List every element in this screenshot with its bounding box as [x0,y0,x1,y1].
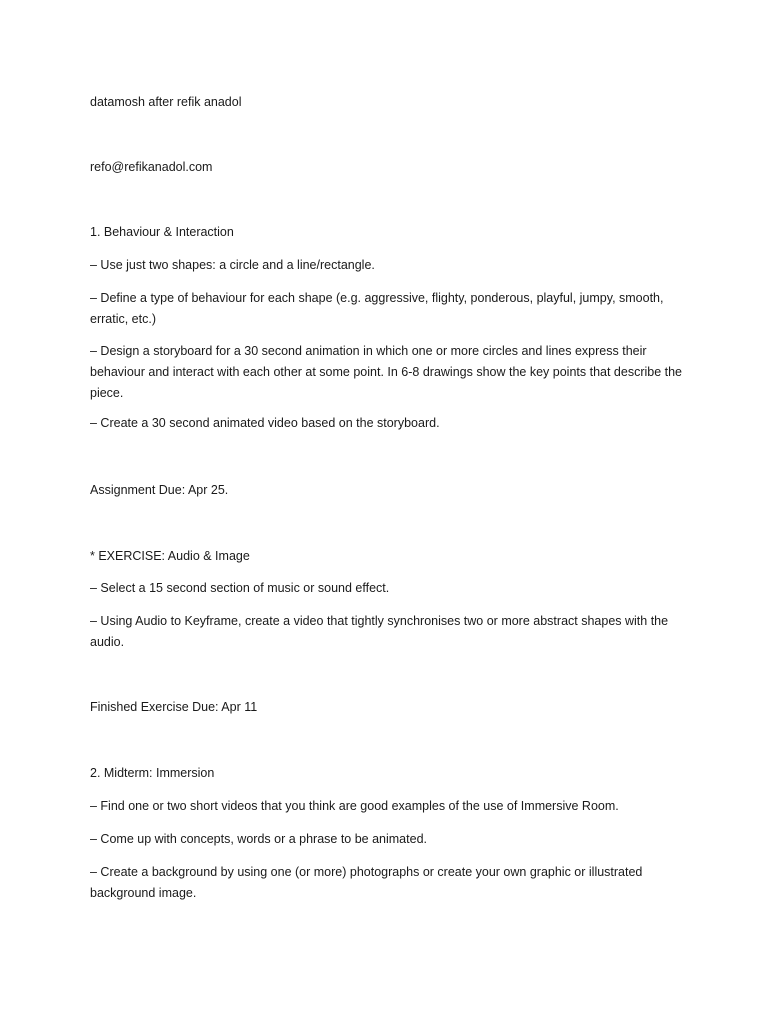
assignment-due: Assignment Due: Apr 25. [90,483,229,497]
section1-item: – Design a storyboard for a 30 second animation in which one or more circles and lines express their behaviour and interact with each other at some point. In 6-8 drawings show the key points that describe the piece. [90,344,683,400]
section1-item: – Define a type of behaviour for each shape (e.g. aggressive, flighty, ponderous, playful, jumpy, smooth, erratic, etc.) [90,291,664,326]
section2-item: – Find one or two short videos that you think are good examples of the use of Immersive Room. [90,799,619,813]
section1-item: – Create a 30 second animated video based on the storyboard. [90,416,440,430]
section1-item: – Use just two shapes: a circle and a line/rectangle. [90,258,375,272]
section2-item: – Create a background by using one (or more) photographs or create your own graphic or illustrated background image. [90,865,643,900]
section1-heading: 1. Behaviour & Interaction [90,225,234,239]
section2-heading: 2. Midterm: Immersion [90,766,215,780]
exercise-due: Finished Exercise Due: Apr 11 [90,700,258,714]
exercise-item: – Select a 15 second section of music or sound effect. [90,581,390,595]
document-title: datamosh after refik anadol [90,95,242,109]
section2-item: – Come up with concepts, words or a phrase to be animated. [90,832,427,846]
contact-email: refo@refikanadol.com [90,160,213,174]
exercise-item: – Using Audio to Keyframe, create a video that tightly synchronises two or more abstract shapes with the audio. [90,614,669,649]
exercise-heading: * EXERCISE: Audio & Image [90,549,250,563]
